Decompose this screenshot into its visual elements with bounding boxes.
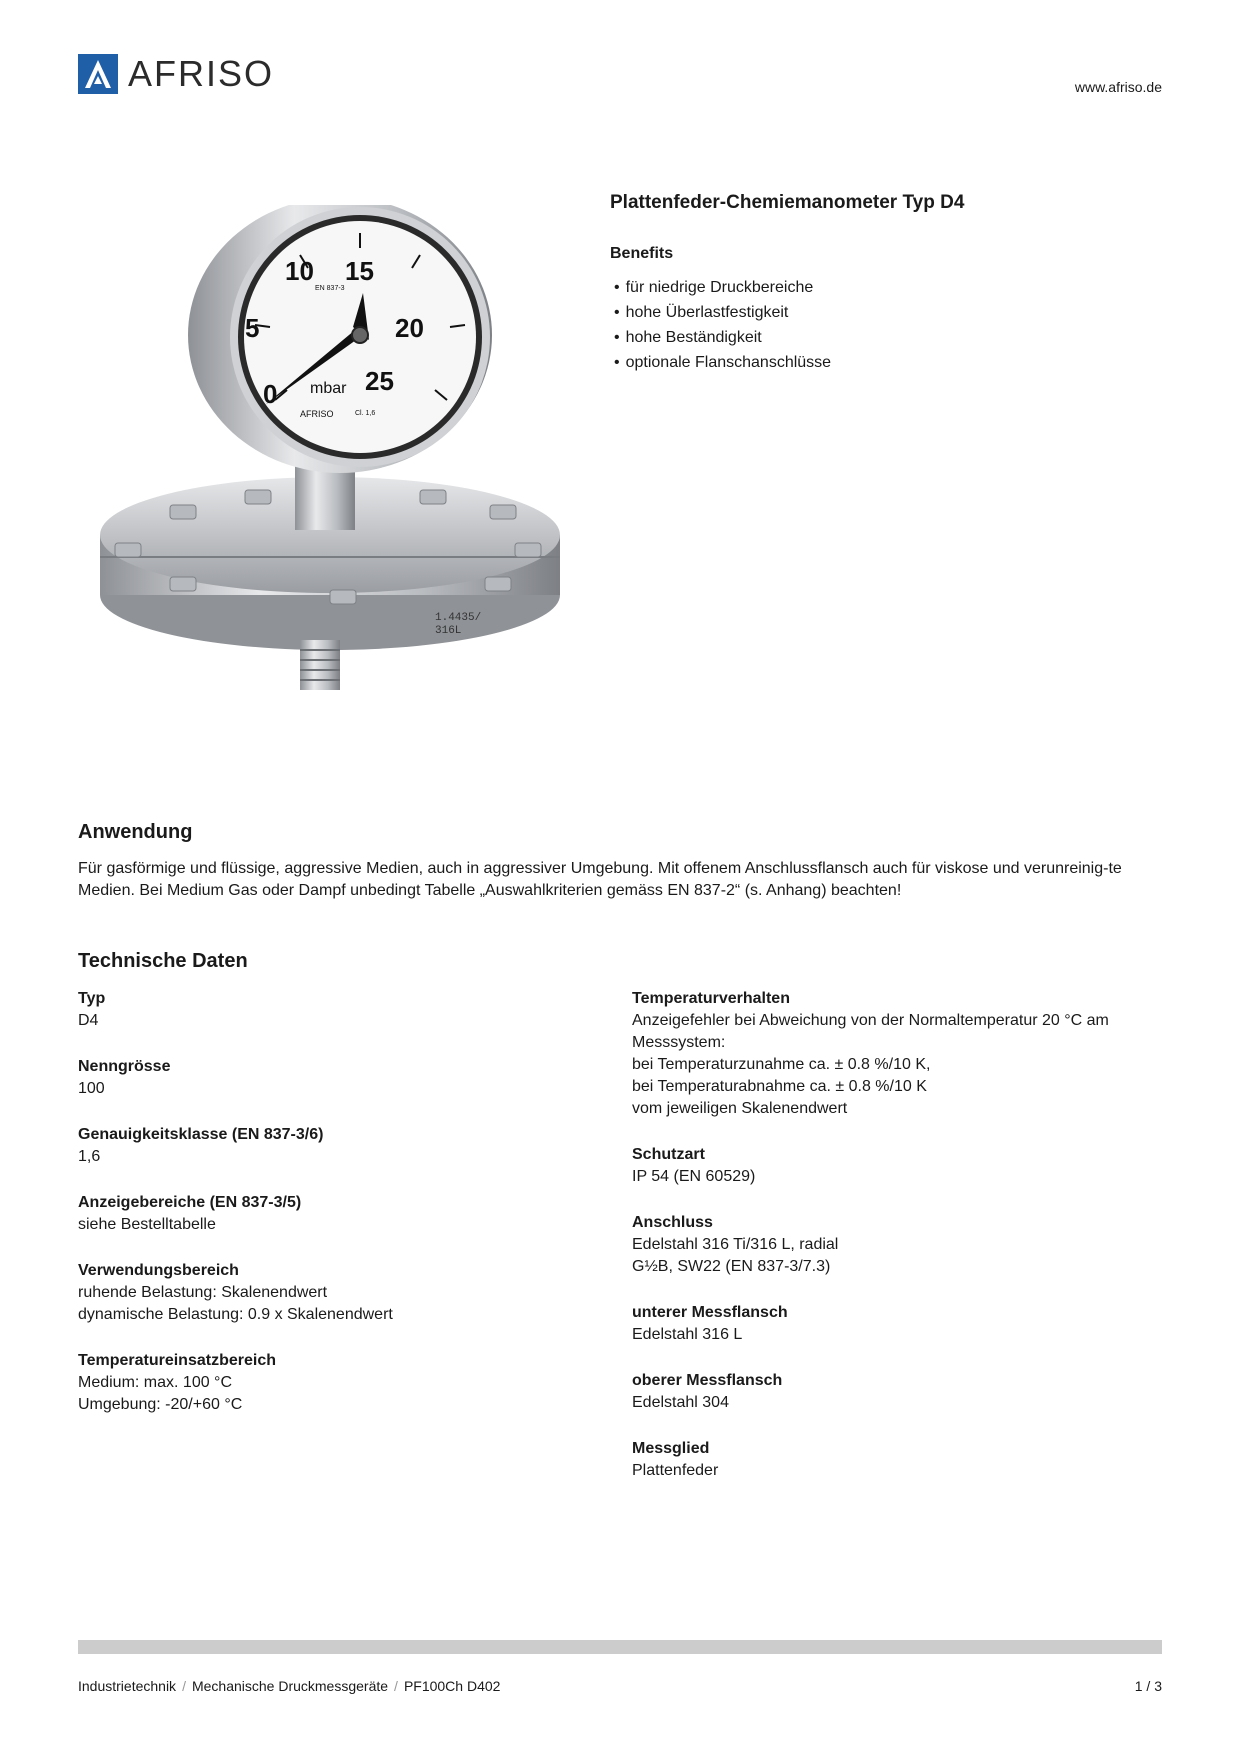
afriso-logo-icon (78, 54, 118, 94)
brand-logo (78, 54, 274, 94)
tech-data-right-column (632, 988, 1152, 1506)
spec-schutzart (632, 1144, 1152, 1188)
breadcrumb-item[interactable]: PF100Ch D402 (403, 1678, 501, 1694)
spec-value: D4 (78, 1012, 99, 1029)
spec-value: 1,6 (78, 1148, 101, 1165)
spec-genauigkeitsklasse (78, 1124, 598, 1168)
product-title: Plattenfeder-Chemiemanometer Typ D4 (610, 192, 965, 213)
spec-label: oberer Messflansch (632, 1372, 783, 1389)
breadcrumb-item[interactable]: Mechanische Druckmessgeräte (191, 1678, 389, 1694)
spec-value: Edelstahl 304 (632, 1394, 729, 1411)
gauge-label-5: 5 (245, 313, 260, 343)
spec-verwendungsbereich (78, 1260, 598, 1326)
spec-label: Anzeigebereiche (EN 837-3/5) (78, 1194, 302, 1211)
gauge-label-15: 15 (345, 256, 374, 286)
tech-data-left-column (78, 988, 598, 1440)
spec-label: Genauigkeitsklasse (EN 837-3/6) (78, 1126, 324, 1143)
benefit-item: • hohe Beständigkeit (614, 325, 831, 350)
spec-label: Temperatureinsatzbereich (78, 1352, 276, 1369)
breadcrumb-separator: / (182, 1678, 186, 1694)
gauge-brand: AFRISO (300, 409, 334, 419)
breadcrumb (78, 1678, 500, 1694)
spec-value: Anzeigefehler bei Abweichung von der Normaltemperatur 20 °C am Messsystem: bei Temperaturzunahme ca. ± 0.8 %/10 K, bei Temperaturabnahme ca. ± 0.8 %/10 K vom jeweiligen Skalenendwert (632, 1012, 1109, 1117)
spec-temperaturverhalten (632, 988, 1152, 1120)
gauge-label-20: 20 (395, 313, 424, 343)
anwendung-text: Für gasförmige und flüssige, aggressive Medien, auch in aggressiver Umgebung. Mit offenem Anschlussflansch auch für viskose und verunreinig-te Medien. Bei Medium Gas oder Dampf unbedingt Tabelle „Auswahlkriterien gemäss EN 837-2“ (s. Anhang) beachten! (78, 860, 1122, 899)
anwendung-heading: Anwendung (78, 821, 193, 843)
spec-label: unterer Messflansch (632, 1304, 788, 1321)
breadcrumb-item[interactable]: Industrietechnik (78, 1678, 177, 1694)
spec-anschluss (632, 1212, 1152, 1278)
spec-label: Messglied (632, 1440, 710, 1457)
spec-value: Medium: max. 100 °C Umgebung: -20/+60 °C (78, 1374, 243, 1413)
gauge-standard: EN 837-3 (315, 285, 345, 292)
page-number: 1 / 3 (1134, 1678, 1162, 1694)
spec-messglied (632, 1438, 1152, 1482)
spec-label: Schutzart (632, 1146, 705, 1163)
spec-value: IP 54 (EN 60529) (632, 1168, 756, 1185)
spec-value: Edelstahl 316 L (632, 1326, 743, 1343)
spec-value: Edelstahl 316 Ti/316 L, radial G½B, SW22 (EN 837-3/7.3) (632, 1236, 839, 1275)
gauge-class: Cl. 1,6 (355, 410, 376, 417)
spec-label: Nenngrösse (78, 1058, 171, 1075)
benefit-item: • für niedrige Druckbereiche (614, 275, 831, 300)
benefit-item: • optionale Flanschanschlüsse (614, 350, 831, 375)
gauge-label-0: 0 (263, 379, 278, 409)
brand-name: AFRISO (128, 53, 275, 94)
gauge-label-10: 10 (285, 256, 314, 286)
benefits-heading: Benefits (610, 245, 674, 262)
spec-label: Anschluss (632, 1214, 713, 1231)
spec-typ (78, 988, 598, 1032)
benefits-list (614, 275, 831, 375)
spec-value: ruhende Belastung: Skalenendwert dynamische Belastung: 0.9 x Skalenendwert (78, 1284, 393, 1323)
spec-value: 100 (78, 1080, 105, 1097)
website-link[interactable]: www.afriso.de (1074, 79, 1162, 95)
spec-temperatureinsatzbereich (78, 1350, 598, 1416)
spec-anzeigebereiche (78, 1192, 598, 1236)
gauge-unit: mbar (310, 380, 347, 397)
spec-value: siehe Bestelltabelle (78, 1216, 216, 1233)
technische-daten-heading: Technische Daten (78, 950, 248, 972)
spec-label: Typ (78, 990, 106, 1007)
spec-oberer-messflansch (632, 1370, 1152, 1414)
breadcrumb-separator: / (394, 1678, 398, 1694)
flange-marking-1: 1.4435/ (435, 612, 482, 624)
flange-marking-2: 316L (435, 625, 462, 637)
spec-value: Plattenfeder (632, 1462, 719, 1479)
spec-label: Verwendungsbereich (78, 1262, 239, 1279)
benefit-item: • hohe Überlastfestigkeit (614, 300, 831, 325)
spec-nenngroesse (78, 1056, 598, 1100)
footer-divider (78, 1640, 1162, 1654)
spec-label: Temperaturverhalten (632, 990, 790, 1007)
product-image (95, 205, 575, 735)
spec-unterer-messflansch (632, 1302, 1152, 1346)
gauge-label-25: 25 (365, 366, 394, 396)
